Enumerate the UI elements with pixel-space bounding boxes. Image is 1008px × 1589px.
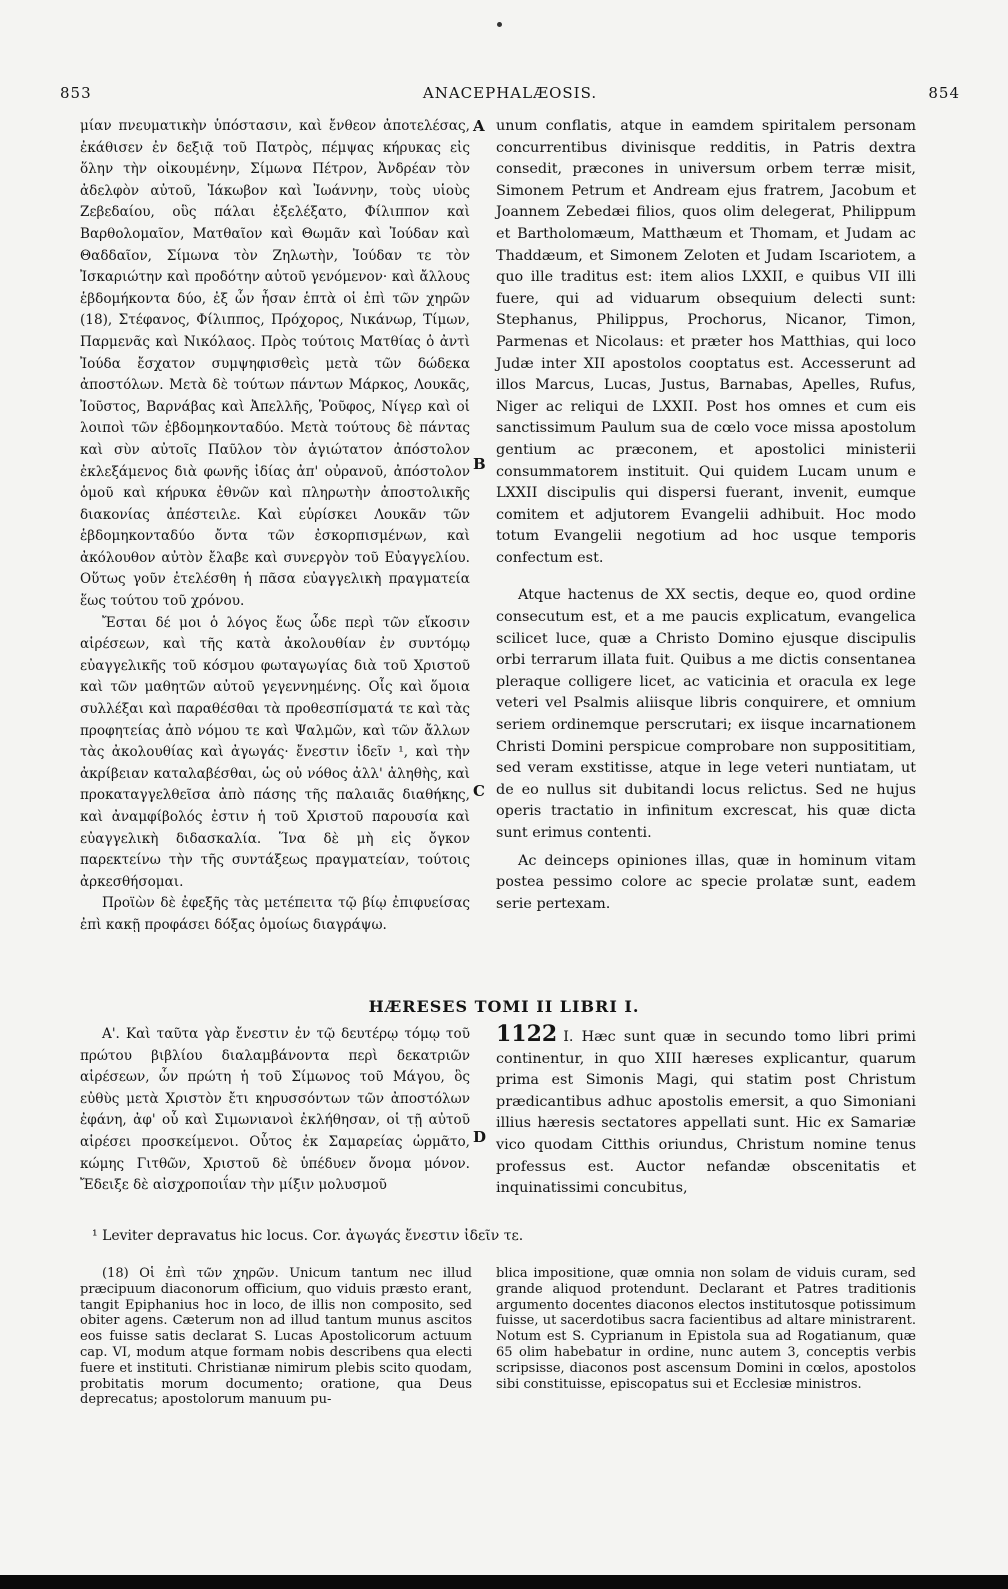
greek-column-top [80, 116, 470, 937]
latin-text: I. Hæc sunt quæ in secundo tomo libri primi continentur, in quo XIII hæreses explicantur, quarum prima est Simonis Magi, qui statim post Christum prædicantibus adhuc apostolis emersit, a quo Simoniani illius hæresis sectatores appellati sunt. Hic ex Samariæ vico quodam Citthis oriundus, Christum nomine tenus professus est. Auctor nefandæ obscenitatis et inquinatissimi concubitus, [496, 1029, 916, 1197]
note-column-left [80, 1266, 472, 1408]
running-header [60, 84, 960, 108]
column-number: 1122 [496, 1021, 558, 1047]
greek-paragraph: Α'. Καὶ ταῦτα γὰρ ἔνεστιν ἐν τῷ δευτέρῳ τόμῳ τοῦ πρώτου βιβλίου διαλαμβάνοντα περὶ δεκατριῶν αἱρέσεων, ὧν πρώτη ἡ τοῦ Σίμωνος τοῦ Μάγου, ὃς εὐθὺς μετὰ Χριστὸν ἔτι κηρυσσόντων τῶν ἀποστόλων ἐφάνη, ἀφ' οὗ καὶ Σιμωνιανοὶ ἐκλήθησαν, οἱ τῇ αὐτοῦ αἱρέσει προσκείμενοι. Οὗτος ἐκ Σαμαρείας ὡρμᾶτο, κώμης Γιτθῶν, Χριστοῦ δὲ ὑπέδυεν ὄνομα μόνον. Ἔδειξε δὲ αἰσχροποιΐαν τὴν μίξιν μολυσμοῦ [80, 1026, 470, 1194]
note-text: (18) Οἱ ἐπὶ τῶν χηρῶν. Unicum tantum nec illud præcipuum diaconorum officium, quo viduis præsto erant, tangit Epiphanius hoc in loco, de illis non composito, sed obiter agens. Cæterum non ad illud tantum munus ascitos eos fuisse satis declarat S. Lucas Apostolicorum actuum cap. VI, modum atque formam nobis describens qua electi fuere et instituti. Christianæ nimirum plebis scito quodam, probitatis morum documento; oratione, qua Deus deprecatus; apostolorum manuum pu- [80, 1266, 472, 1408]
note-column-right [496, 1266, 916, 1392]
latin-paragraph: Atque hactenus de XX sectis, deque eo, quod ordine consecutum est, et a me paucis explicatum, evangelica scilicet luce, quæ a Christo Domino ejusque discipulis orbi terrarum illata fuit. Quibus a me dictis consentanea pleraque colligere licet, ac vaticinia et oracula ex lege veteri vel Psalmis aliisque libris conquirere, et omnium seriem ordinemque perscrutari; ex iisque incarnationem Christi Domini perspicue comprobare non supposititiam, sed veram exstitisse, atque in lege veteri nuntiatam, ut de eo nullus sit dubitandi locus relictus. Sed ne hujus operis tractatio in infinitum excrescat, his quæ dicta sunt erimus contenti. [496, 587, 916, 841]
latin-column-bottom [496, 1021, 916, 1200]
running-title: ANACEPHALÆOSIS. [422, 84, 598, 102]
column-marker-b: B [473, 455, 486, 473]
column-marker-a: A [473, 117, 485, 135]
greek-paragraph: μίαν πνευματικὴν ὑπόστασιν, καὶ ἔνθεον ἀποτελέσας, ἐκάθισεν ἐν δεξιᾷ τοῦ Πατρὸς, πέμψας κήρυκας εἰς ὅλην τὴν οἰκουμένην, Σίμωνα Πέτρον, Ἀνδρέαν τὸν ἀδελφὸν αὐτοῦ, Ἰάκωβον καὶ Ἰωάννην, τοὺς υἱοὺς Ζεβεδαίου, οὓς πάλαι ἐξελέξατο, Φίλιππον καὶ Βαρθολομαῖον, Ματθαῖον καὶ Θωμᾶν καὶ Ἰούδαν καὶ Θαδδαῖον, Σίμωνα τὸν Ζηλωτὴν, Ἰούδαν τε τὸν Ἰσκαριώτην καὶ προδότην αὐτοῦ γενόμενον· καὶ ἄλλους ἑβδομήκοντα δύο, ἐξ ὧν ἦσαν ἑπτὰ οἱ ἐπὶ τῶν χηρῶν (18), Στέφανος, Φίλιππος, Πρόχορος, Νικάνωρ, Τίμων, Παρμενᾶς καὶ Νικόλαος. Πρὸς τούτοις Ματθίας ὁ ἀντὶ Ἰούδα ἔσχατον συμψηφισθεὶς μετὰ τῶν δώδεκα ἀποστόλων. Μετὰ δὲ τούτων πάντων Μάρκος, Λουκᾶς, Ἰοῦστος, Βαρνάβας καὶ Ἀπελλῆς, Ῥοῦφος, Νίγερ καὶ οἱ λοιποὶ τῶν ἑβδομηκονταδύο. Μετὰ τούτους δὲ πάντας καὶ σὺν αὐτοῖς Παῦλον τὸν ἁγιώτατον ἀπόστολον ἐκλεξάμενος διὰ φωνῆς ἰδίας ἀπ' οὐρανοῦ, ἀπόστολον ὁμοῦ καὶ κήρυκα ἐθνῶν καὶ πληρωτὴν ἀποστολικῆς διακονίας ἀπέστειλε. Καὶ εὑρίσκει Λουκᾶν τῶν ἑβδομηκονταδύο ὄντα τῶν ἐσκορπισμένων, καὶ ἀκόλουθον αὐτὸν ἔλαβε καὶ συνεργὸν τοῦ Εὐαγγελίου. Οὕτως γοῦν ἐτελέσθη ἡ πᾶσα εὐαγγελικὴ πραγματεία ἕως τούτου τοῦ χρόνου. [80, 118, 470, 610]
latin-paragraph: Ac deinceps opiniones illas, quæ in hominum vitam postea pessimo colore ac specie prolatæ sunt, eadem serie pertexam. [496, 852, 916, 912]
right-page-number: 854 [928, 84, 960, 102]
greek-paragraph: Ἔσται δέ μοι ὁ λόγος ἕως ὧδε περὶ τῶν εἴκοσιν αἱρέσεων, καὶ τῆς κατὰ ἀκολουθίαν ἐν συντόμῳ εὐαγγελικῆς τοῦ κόσμου φωταγωγίας διὰ τοῦ Χριστοῦ καὶ τῶν μαθητῶν αὐτοῦ γεγεννημένης. Οἷς καὶ ὅμοια συλλέξαι καὶ παραθέσθαι τὰ προθεσπίσματά τε καὶ τὰς προφητείας ἀπὸ νόμου τε καὶ Ψαλμῶν, καὶ τῶν ἄλλων τὰς ἀκολουθίας καὶ ἀγωγάς· ἔνεστιν ἰδεῖν ¹, καὶ τὴν ἀκρίβειαν καταλαβέσθαι, ὡς οὐ νόθος ἀλλ' ἀληθὴς, καὶ προκαταγγελθεῖσα ἀπὸ πάσης τῆς παλαιᾶς διαθήκης, καὶ ἀναμφίβολός ἐστιν ἡ τοῦ Χριστοῦ παρουσία καὶ εὐαγγελικὴ διδασκαλία. Ἵνα δὲ μὴ εἰς ὄγκον παρεκτείνω τὴν τῆς συντάξεως πραγματείαν, τούτοις ἀρκεσθήσομαι. [80, 614, 470, 890]
scan-edge [0, 1575, 1008, 1589]
greek-paragraph: Προϊὼν δὲ ἐφεξῆς τὰς μετέπειτα τῷ βίῳ ἐπιφυείσας ἐπὶ κακῇ προφάσει δόξας ὁμοίως διαγράψω. [80, 895, 470, 933]
latin-column-top [496, 116, 916, 915]
section-title: HÆRESES TOMI II LIBRI I. [368, 997, 640, 1016]
left-page-number: 853 [60, 84, 92, 102]
column-marker-c: C [473, 782, 485, 800]
footnote: ¹ Leviter depravatus hic locus. Cor. ἀγωγάς ἔνεστιν ἰδεῖν τε. [92, 1228, 524, 1244]
speck [497, 22, 502, 27]
latin-paragraph: unum conflatis, atque in eamdem spiritalem personam concurrentibus divinisque redditis, in Patris dextra consedit, præcones in universum orbem terræ misit, Simonem Petrum et Andream ejus fratrem, Jacobum et Joannem Zebedæi filios, quos olim delegerat, Philippum et Bartholomæum, Matthæum et Thomam, et Judam ac Thaddæum, et Simonem Zeloten et Judam Iscariotem, a quo ille traditus est: item alios LXXII, e quibus VII illi fuere, qui ad viduarum obsequium delecti sunt: Stephanus, Philippus, Prochorus, Nicanor, Timon, Parmenas et Nicolaus: et præter hos Matthias, qui loco Judæ inter XII apostolos cooptatus est. Accesserunt ad illos Marcus, Lucas, Justus, Barnabas, Apelles, Rufus, Niger ac reliqui de LXXII. Post hos omnes et cum eis sanctissimum Paulum sua de cœlo voce missa apostolum gentium ac præconem, et apostolici ministerii consummatorem instituit. Qui quidem Lucam unum e LXXII discipulis qui dispersi fuerant, invenit, eumque comitem et adjutorem Evangelii adhibuit. Hoc modo totum Evangelii negotium ad hoc usque temporis confectum est. [496, 118, 916, 566]
latin-paragraph [496, 1021, 916, 1200]
note-text: blica impositione, quæ omnia non solam de viduis curam, sed grande aliquod protendunt. Declarant et Patres traditionis argumento docentes diaconos electos institutosque potissimum fuisse, ut sacerdotibus sacra facientibus ad altare ministrarent. Notum est S. Cyprianum in Epistola sua ad Rogatianum, quæ 65 olim habebatur in ordine, nunc autem 3, conceptis verbis scripsisse, diaconos post ascensum Domini in cœlos, apostolos sibi constituisse, episcopatus sui et Ecclesiæ ministros. [496, 1266, 916, 1392]
greek-column-bottom [80, 1024, 470, 1197]
column-marker-d: D [473, 1128, 487, 1146]
